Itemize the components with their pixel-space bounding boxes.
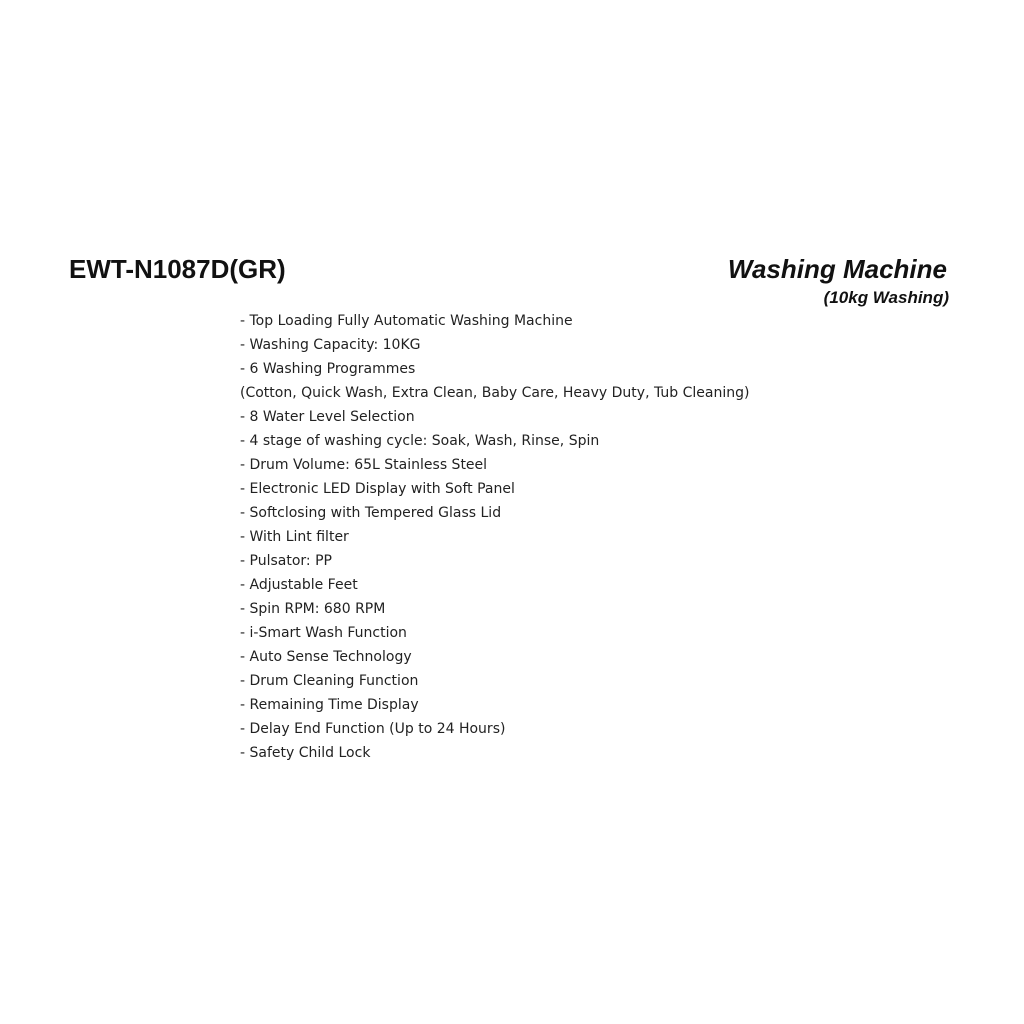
- feature-list: [240, 309, 749, 765]
- feature-item: - Pulsator: PP: [240, 553, 332, 569]
- feature-item: - Electronic LED Display with Soft Panel: [240, 481, 515, 497]
- feature-item: - 4 stage of washing cycle: Soak, Wash, Rinse, Spin: [240, 433, 600, 449]
- feature-item: - Delay End Function (Up to 24 Hours): [240, 721, 506, 737]
- feature-item: - Adjustable Feet: [240, 577, 358, 593]
- feature-item: - Drum Volume: 65L Stainless Steel: [240, 457, 488, 473]
- feature-item: - Safety Child Lock: [240, 745, 371, 761]
- feature-item: - Auto Sense Technology: [240, 649, 412, 665]
- feature-item: - Drum Cleaning Function: [240, 673, 419, 689]
- feature-item: - Softclosing with Tempered Glass Lid: [240, 505, 502, 521]
- product-capacity: (10kg Washing): [823, 288, 949, 307]
- model-number: EWT-N1087D(GR): [69, 254, 286, 284]
- feature-item: - With Lint filter: [240, 529, 349, 545]
- feature-item: (Cotton, Quick Wash, Extra Clean, Baby Care, Heavy Duty, Tub Cleaning): [240, 385, 750, 401]
- feature-item: - Top Loading Fully Automatic Washing Machine: [240, 313, 573, 329]
- feature-item: - Spin RPM: 680 RPM: [240, 601, 386, 617]
- feature-item: - i-Smart Wash Function: [240, 625, 407, 641]
- product-category: Washing Machine: [727, 254, 947, 284]
- feature-item: - Remaining Time Display: [240, 697, 419, 713]
- feature-item: - 8 Water Level Selection: [240, 409, 415, 425]
- feature-item: - 6 Washing Programmes: [240, 361, 416, 377]
- feature-item: - Washing Capacity: 10KG: [240, 337, 421, 353]
